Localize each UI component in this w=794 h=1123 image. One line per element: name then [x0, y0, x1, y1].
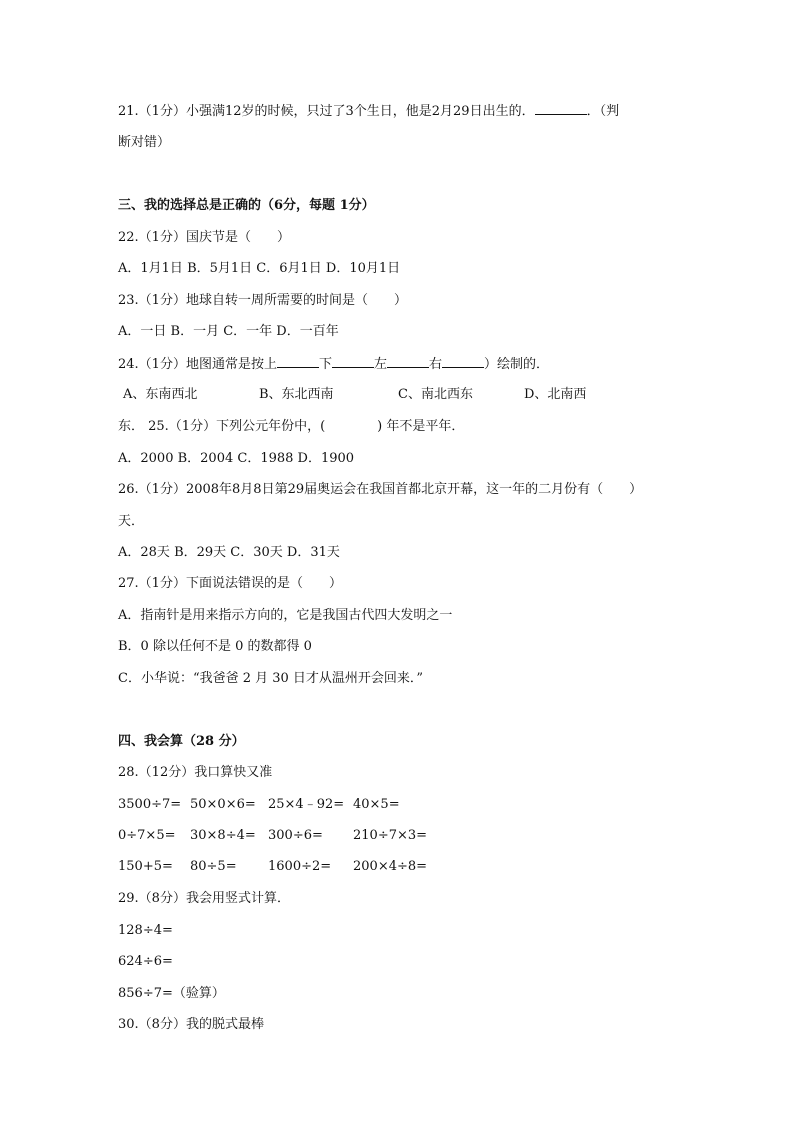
- question-29-stem: 29.（8分）我会用竖式计算．: [118, 891, 290, 906]
- answer-blank: [387, 355, 429, 368]
- question-24-right: 右: [428, 357, 442, 372]
- question-27-stem: 27.（1分）下面说法错误的是（ ）: [118, 576, 342, 591]
- question-23-stem: 23.（1分）地球自转一周所需要的时间是（ ）: [118, 293, 407, 308]
- question-27-option-c: C．小华说：“我爸爸 2 月 30 日才从温州开会回来．”: [118, 671, 424, 686]
- question-26-line-2: 天．: [118, 514, 145, 529]
- question-23-options: A．一日 B．一月 C．一年 D．一百年: [118, 324, 339, 339]
- calc-item: 1600÷2=: [268, 859, 332, 874]
- question-25-options: A．2000 B．2004 C．1988 D．1900: [118, 451, 355, 466]
- section-4-title: 四、我会算（28 分）: [118, 734, 245, 749]
- section-3-title: 三、我的选择总是正确的（6分，每题 1分）: [118, 198, 375, 213]
- question-30-stem: 30.（8分）我的脱式最棒: [118, 1017, 264, 1032]
- question-21-line-2: 断对错）: [118, 135, 171, 150]
- calc-item: 3500÷7=: [118, 797, 182, 812]
- answer-blank: [535, 102, 587, 115]
- answer-blank: [277, 355, 319, 368]
- calc-item: 80÷5=: [190, 859, 237, 874]
- question-22-options: A．1月1日 B．5月1日 C．6月1日 D．10月1日: [118, 261, 401, 276]
- answer-blank: [442, 355, 484, 368]
- question-28-stem: 28.（12分）我口算快又准: [118, 765, 273, 780]
- calc-item: 30×8÷4=: [190, 828, 256, 843]
- calc-item: 40×5=: [353, 797, 400, 812]
- question-24-option-c: C、南北西东: [398, 387, 473, 402]
- calc-item: 25×4﹣92=: [268, 797, 345, 812]
- question-29-item: 128÷4=: [118, 923, 173, 938]
- calc-item: 200×4÷8=: [353, 859, 428, 874]
- question-29-item: 856÷7=（验算）: [118, 986, 225, 1001]
- question-26-line-1: 26.（1分）2008年8月8日第29届奥运会在我国首都北京开幕，这一年的二月份有（ ）: [118, 482, 643, 497]
- calc-item: 300÷6=: [268, 828, 323, 843]
- calc-item: 0÷7×5=: [118, 828, 176, 843]
- question-21-text: 21.（1分）小强满12岁的时候，只过了3个生日，他是2月29日出生的．: [118, 104, 535, 119]
- question-24-option-d: D、北南西: [524, 387, 587, 402]
- question-29-item: 624÷6=: [118, 954, 173, 969]
- question-24-suffix: ）绘制的．: [484, 357, 550, 372]
- question-22-stem: 22.（1分）国庆节是（ ）: [118, 230, 290, 245]
- question-24-option-a: A、东南西北: [123, 387, 198, 402]
- question-24-stem: [118, 355, 549, 374]
- question-24-down: 下: [318, 357, 332, 372]
- calc-item: 50×0×6=: [190, 797, 256, 812]
- question-21-suffix: ．（判: [586, 104, 620, 119]
- question-27-option-a: A．指南针是用来指示方向的，它是我国古代四大发明之一: [118, 608, 453, 623]
- answer-blank: [332, 355, 374, 368]
- calc-item: 210÷7×3=: [353, 828, 428, 843]
- question-26-options: A．28天 B．29天 C．30天 D．31天: [118, 545, 340, 560]
- calc-item: 150+5=: [118, 859, 173, 874]
- question-21-line-1: [118, 102, 619, 121]
- question-24-option-b: B、东北西南: [259, 387, 334, 402]
- question-25-stem: 东． 25.（1分）下列公元年份中，( ) 年不是平年．: [118, 419, 465, 434]
- question-24-left: 左: [373, 357, 387, 372]
- question-27-option-b: B．0 除以任何不是 0 的数都得 0: [118, 639, 312, 654]
- question-24-prefix: 24.（1分）地图通常是按上: [118, 357, 277, 372]
